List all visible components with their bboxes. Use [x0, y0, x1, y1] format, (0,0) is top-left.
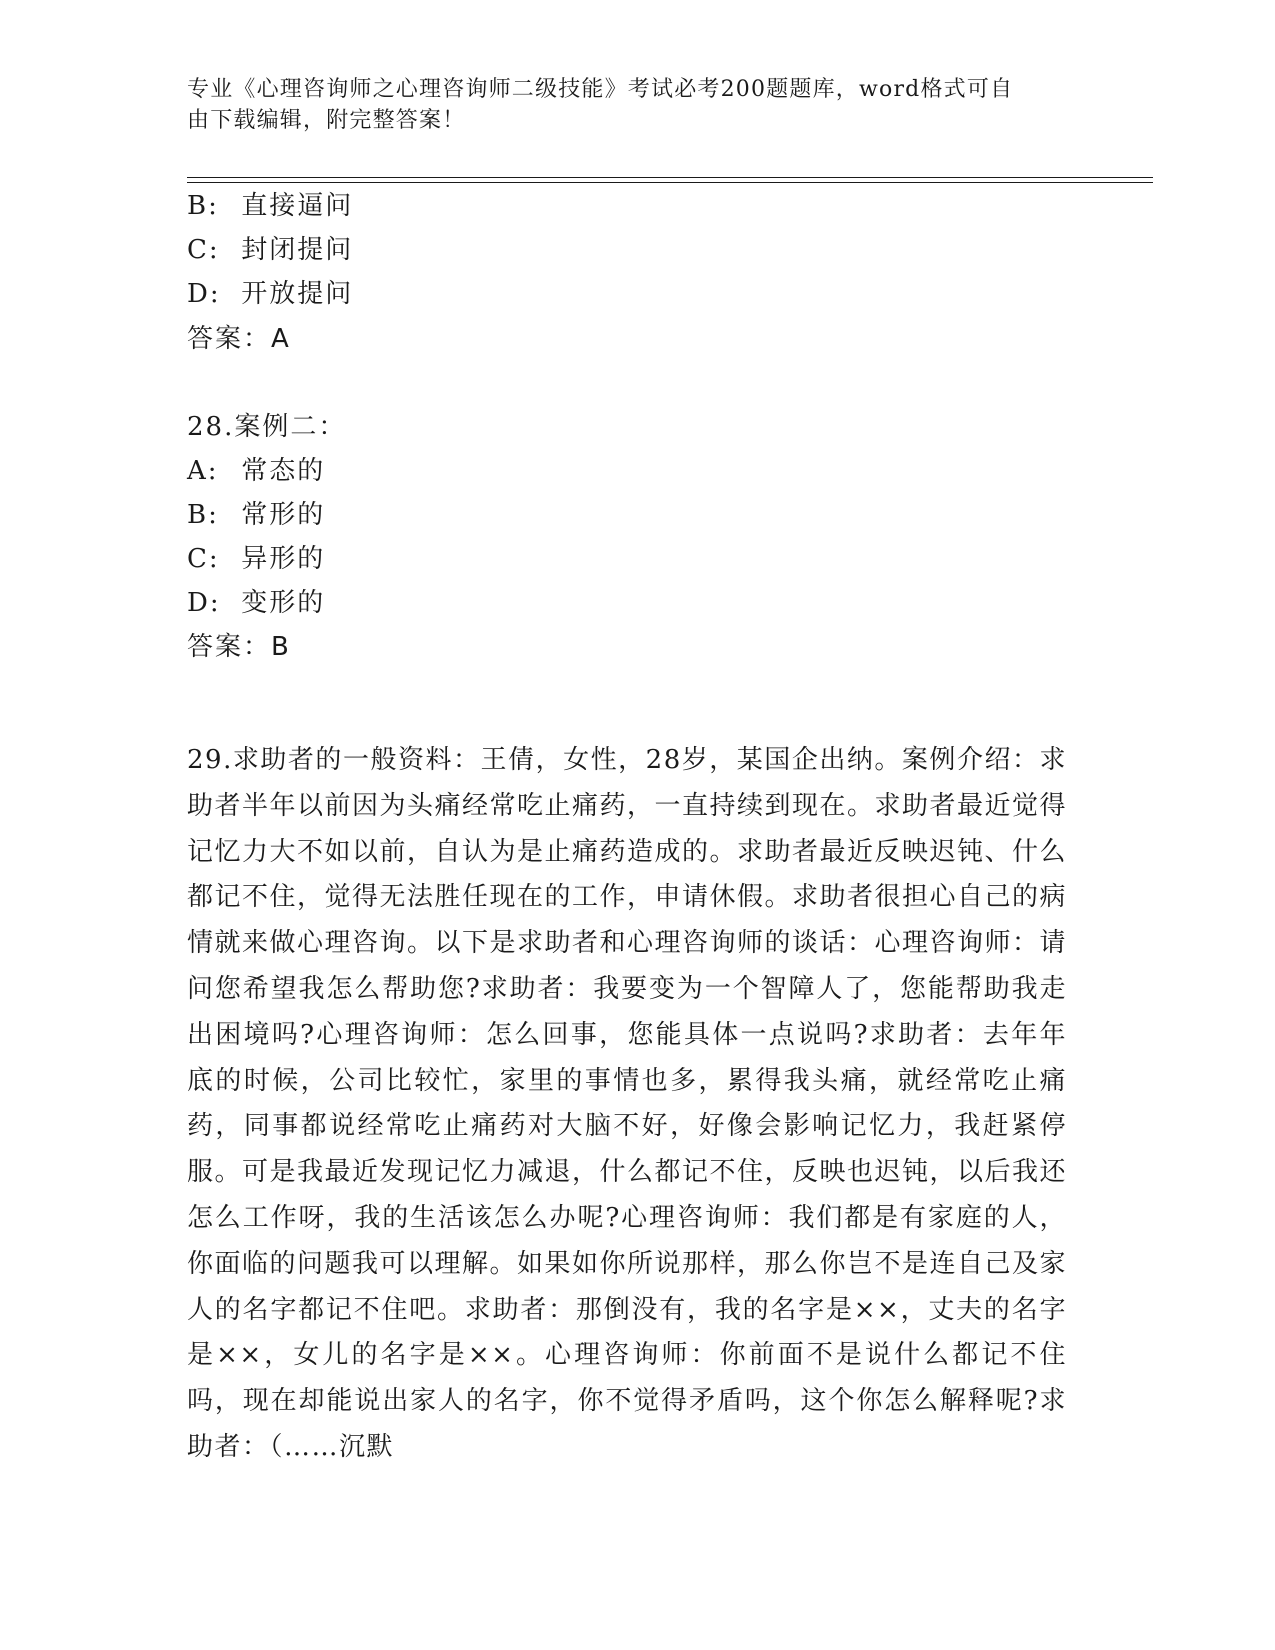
option-text: 异形的 [241, 544, 326, 574]
q27-option-c [187, 234, 353, 266]
q27-option-b [187, 190, 353, 222]
q27-answer: 答案：A [187, 324, 291, 354]
header-rule-bottom [187, 182, 1153, 183]
header-rule-top [187, 177, 1153, 178]
option-text: 变形的 [241, 588, 326, 618]
option-text: 常形的 [241, 500, 326, 530]
option-text: 封闭提问 [241, 235, 354, 265]
q29-case-text: 29.求助者的一般资料：王倩，女性，28岁，某国企出纳。案例介绍：求助者半年以前因为头痛经常吃止痛药，一直持续到现在。求助者最近觉得记忆力大不如以前，自认为是止痛药造成的。求助者最近反映迟钝、什么都记不住，觉得无法胜任现在的工作，申请休假。求助者很担心自己的病情就来做心理咨询。以下是求助者和心理咨询师的谈话：心理咨询师：请问您希望我怎么帮助您?求助者：我要变为一个智障人了，您能帮助我走出困境吗?心理咨询师：怎么回事，您能具体一点说吗?求助者：去年年底的时候，公司比较忙，家里的事情也多，累得我头痛，就经常吃止痛药，同事都说经常吃止痛药对大脑不好，好像会影响记忆力，我赶紧停服。可是我最近发现记忆力减退，什么都记不住，反映也迟钝，以后我还怎么工作呀，我的生活该怎么办呢?心理咨询师：我们都是有家庭的人，你面临的问题我可以理解。如果如你所说那样，那么你岂不是连自己及家人的名字都记不住吧。求助者：那倒没有，我的名字是××，丈夫的名字是××，女儿的名字是××。心理咨询师：你前面不是说什么都记不住吗，现在却能说出家人的名字，你不觉得矛盾吗，这个你怎么解释呢?求助者：（……沉默 [187, 745, 1068, 1462]
header-line-1: 专业《心理咨询师之心理咨询师二级技能》考试必考200题题库，word格式可自 [187, 77, 1014, 102]
option-text: 常态的 [241, 456, 326, 486]
option-label: D: [187, 279, 221, 309]
q28-stem: 28.案例二： [187, 412, 347, 442]
q28-option-c [187, 543, 325, 575]
q28-answer: 答案：B [187, 632, 291, 662]
option-label: C: [187, 235, 220, 265]
option-label: A: [187, 456, 219, 486]
option-label: D: [187, 588, 221, 618]
option-text: 开放提问 [241, 279, 354, 309]
q28-option-d [187, 587, 325, 619]
option-text: 直接逼问 [241, 191, 354, 221]
q28-option-b [187, 499, 325, 531]
option-label: B: [187, 191, 219, 221]
q27-option-d [187, 278, 353, 310]
header-line-2: 由下载编辑，附完整答案！ [187, 108, 466, 133]
q28-option-a [187, 455, 325, 487]
page-header [187, 74, 1067, 136]
option-label: B: [187, 500, 219, 530]
option-label: C: [187, 544, 220, 574]
